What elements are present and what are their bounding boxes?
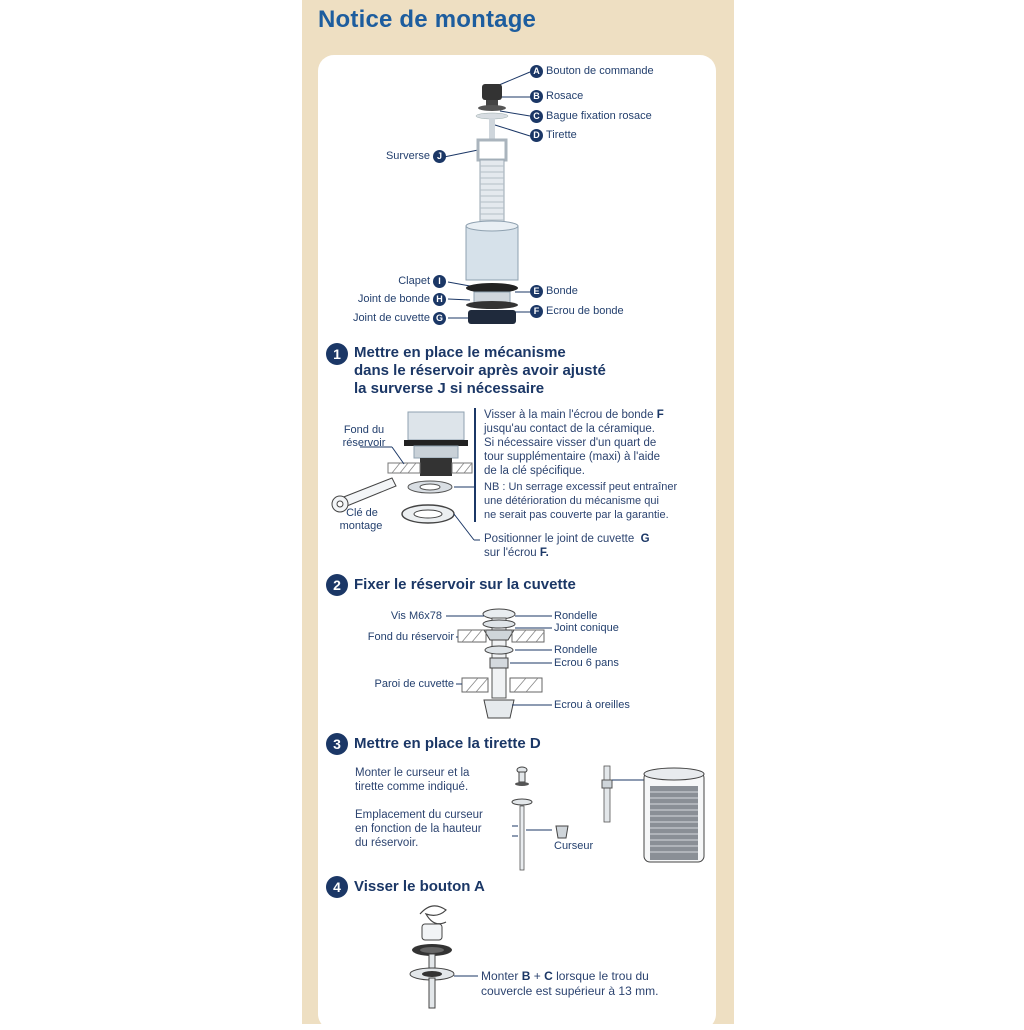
part-label-d: Tirette: [546, 129, 577, 141]
part-label-b: Rosace: [546, 90, 584, 102]
step1-title-line1: Mettre en place le mécanisme: [354, 344, 566, 361]
part-label-j: Surverse: [385, 150, 430, 162]
step3-text2-line1: Emplacement du curseur: [355, 809, 483, 821]
step1-text-line4: tour supplémentaire (maxi) à l'aide: [484, 451, 661, 463]
part-badge-e: E: [530, 285, 543, 298]
step4-text-key-c: C: [544, 969, 553, 983]
step1-text-line5: de la clé spécifique.: [484, 465, 586, 477]
step1-label-fond-1: Fond du: [343, 424, 385, 436]
step2-label-rondelle-1: Rondelle: [554, 610, 598, 622]
part-badge-b: B: [530, 90, 543, 103]
step4-text-line1: [481, 969, 649, 983]
step1-pos-line2-text: sur l'écrou: [484, 547, 537, 559]
step2-label-vis: Vis M6x78: [390, 610, 442, 622]
step3-text2-line2: en fonction de la hauteur: [355, 823, 482, 835]
step2-label-fond: Fond du réservoir: [367, 631, 454, 643]
step1-label-cle-1: Clé de: [346, 507, 378, 519]
step1-label-fond-2: réservoir: [342, 437, 386, 449]
part-badge-a: A: [530, 65, 543, 78]
part-label-f: Ecrou de bonde: [546, 305, 624, 317]
page-title: Notice de montage: [318, 6, 537, 33]
step4-text-line2: couvercle est supérieur à 13 mm.: [481, 984, 659, 998]
step4-text-plus: +: [533, 969, 541, 983]
part-badge-i: I: [433, 275, 446, 288]
part-badge-f: F: [530, 305, 543, 318]
step1-nb-line2: une détérioration du mécanisme qui: [484, 495, 659, 507]
step3-title: Mettre en place la tirette D: [354, 735, 541, 752]
step1-text-line1-text: Visser à la main l'écrou de bonde: [484, 409, 654, 421]
step1-pos-line1-key: G: [640, 533, 650, 545]
step2-label-paroi: Paroi de cuvette: [374, 678, 454, 690]
step1-pos-line2-key: F.: [539, 547, 549, 559]
step4-text-pre: Monter: [481, 969, 519, 983]
part-badge-c: C: [530, 110, 543, 123]
part-label-h: Joint de bonde: [357, 293, 430, 305]
step3-text1-line2: tirette comme indiqué.: [355, 781, 469, 793]
step1-number: 1: [326, 343, 348, 365]
part-badge-h: H: [433, 293, 446, 306]
step4-title: Visser le bouton A: [354, 878, 485, 895]
step4-text-post: lorsque le trou du: [556, 969, 649, 983]
step1-text-line3: Si nécessaire visser d'un quart de: [484, 437, 657, 449]
step3-text1-line1: Monter le curseur et la: [355, 767, 470, 779]
step2-number: 2: [326, 574, 348, 596]
part-label-i: Clapet: [398, 275, 430, 287]
step1-nb-line3: ne serait pas couverte par la garantie.: [484, 509, 669, 521]
step1-text-line1-key: F: [656, 409, 664, 421]
part-badge-d: D: [530, 129, 543, 142]
part-label-a: Bouton de commande: [546, 65, 654, 77]
step1-title-line3: la surverse J si nécessaire: [354, 380, 545, 397]
step1-nb-line1: NB : Un serrage excessif peut entraîner: [484, 481, 678, 493]
step3-label-curseur: Curseur: [554, 840, 594, 852]
part-label-e: Bonde: [546, 285, 578, 297]
step2-title: Fixer le réservoir sur la cuvette: [354, 576, 576, 593]
step1-label-cle-2: montage: [339, 520, 383, 532]
part-badge-g: G: [433, 312, 446, 325]
step3-number: 3: [326, 733, 348, 755]
step2-label-rondelle-2: Rondelle: [554, 644, 598, 656]
step2-label-ecrou-6: Ecrou 6 pans: [554, 657, 619, 669]
step3-text2-line3: du réservoir.: [355, 837, 419, 849]
step1-title-line2: dans le réservoir après avoir ajusté: [354, 362, 606, 379]
part-label-c: Bague fixation rosace: [546, 110, 652, 122]
step2-label-joint: Joint conique: [554, 622, 619, 634]
step4-text-key-b: B: [521, 969, 531, 983]
step1-text-line2: jusqu'au contact de la céramique.: [484, 423, 655, 435]
step2-label-ecrou-oreilles: Ecrou à oreilles: [554, 699, 630, 711]
part-label-g: Joint de cuvette: [352, 312, 430, 324]
part-badge-j: J: [433, 150, 446, 163]
step1-pos-line1-text: Positionner le joint de cuvette: [484, 533, 635, 545]
step4-number: 4: [326, 876, 348, 898]
